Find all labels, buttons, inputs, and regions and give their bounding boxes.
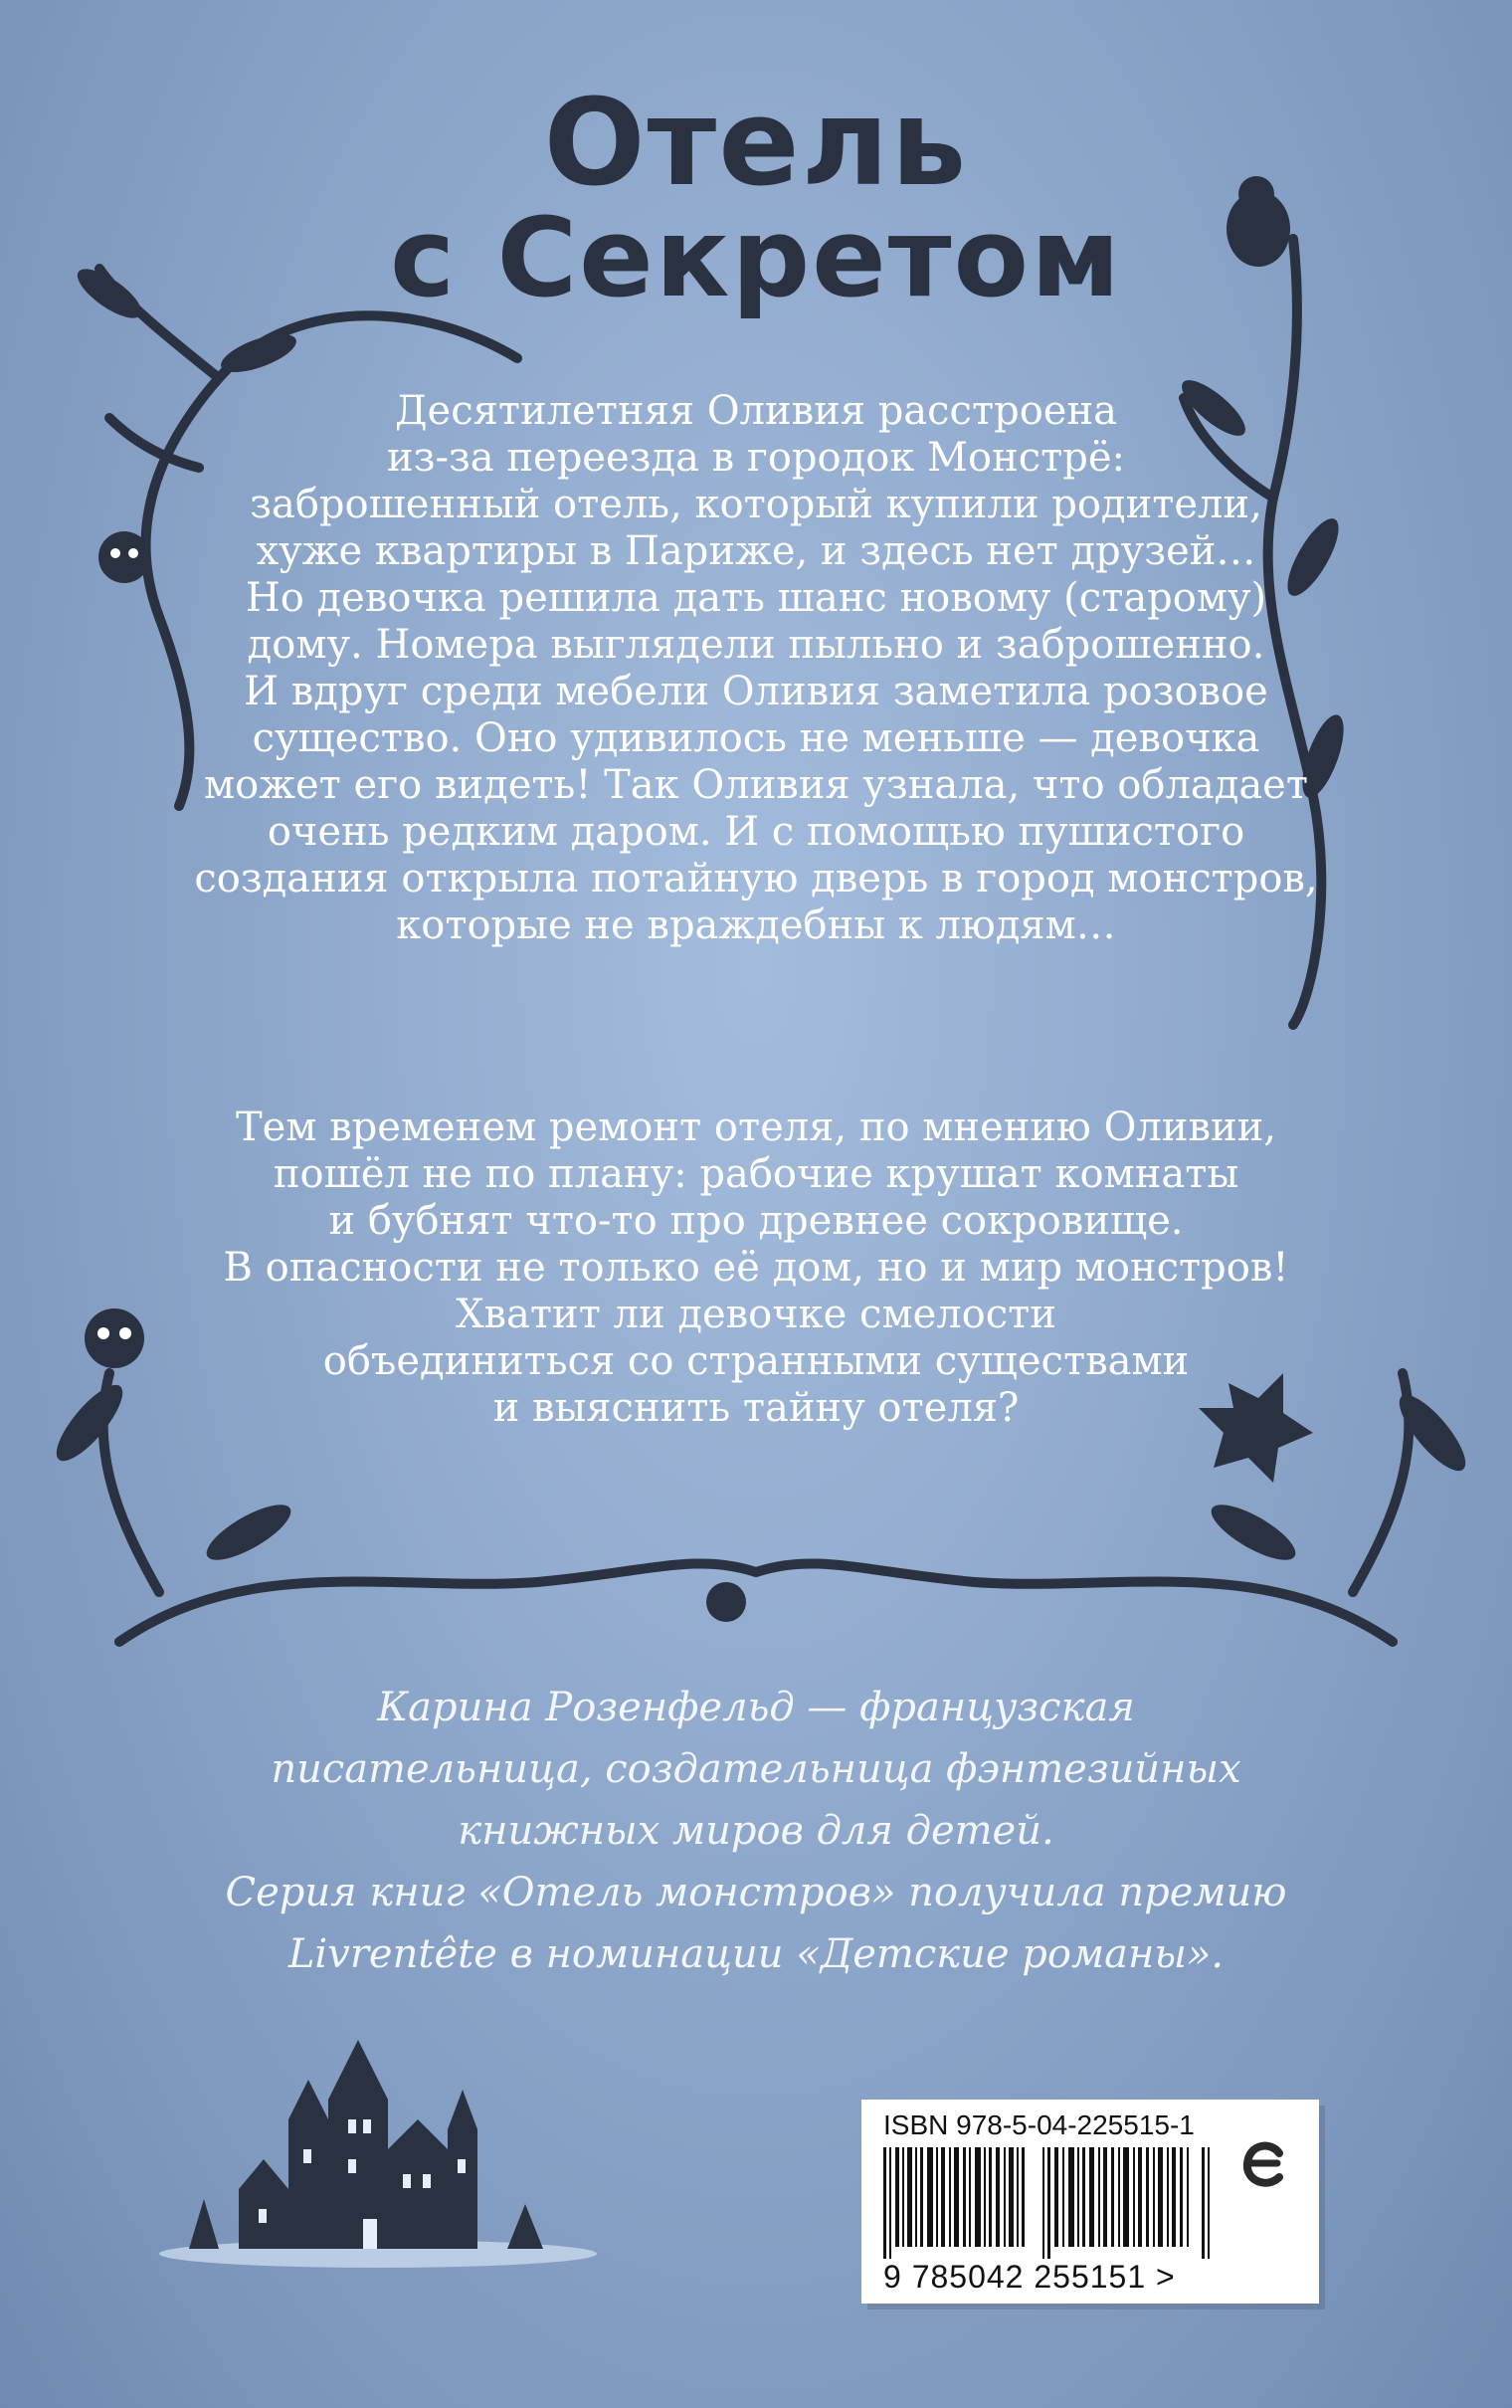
description-paragraph-1 xyxy=(169,388,1343,949)
text-line: существо. Оно удивилось не меньше — девочка xyxy=(252,715,1260,761)
book-title-line2: с Секретом xyxy=(389,194,1123,321)
text-line: очень редким даром. И с помощью пушистого xyxy=(267,809,1245,855)
text-line: пошёл не по плану: рабочие крушат комнаты xyxy=(273,1151,1239,1197)
text-line: Серия книг «Отель монстров» получила премию xyxy=(225,1870,1287,1915)
publisher-logo-icon xyxy=(1231,2129,1301,2199)
castle-icon xyxy=(149,2010,607,2269)
text-line: Тем временем ремонт отеля, по мнению Оливии, xyxy=(235,1104,1277,1150)
text-line: хуже квартиры в Париже, и здесь нет друзей… xyxy=(256,528,1256,574)
text-line: создания открыла потайную дверь в город монстров, xyxy=(194,856,1318,902)
text-line: Livrentête в номинации «Детские романы». xyxy=(287,1931,1225,1977)
text-line: В опасности не только её дом, но и мир монстров! xyxy=(223,1245,1289,1291)
text-line: Карина Розенфельд — французская xyxy=(377,1685,1135,1730)
text-line: Десятилетняя Оливия расстроена xyxy=(395,388,1117,434)
description-paragraph-2 xyxy=(169,1104,1343,1432)
text-line: заброшенный отель, который купили родители, xyxy=(250,482,1262,527)
isbn-label: ISBN 978-5-04-225515-1 xyxy=(883,2109,1195,2140)
book-title-line1: Отель xyxy=(543,75,969,213)
text-line: писательница, создательница фэнтезийных xyxy=(271,1746,1241,1792)
text-line: Хватит ли девочке смелости xyxy=(456,1292,1056,1337)
text-line: дому. Номера выглядели пыльно и заброшенно. xyxy=(247,622,1265,668)
text-line: которые не враждебны к людям… xyxy=(396,903,1116,948)
text-line: и выяснить тайну отеля? xyxy=(492,1385,1020,1431)
text-line: может его видеть! Так Оливия узнала, что обладает xyxy=(204,762,1308,808)
isbn-digits: 9 785042 255151 > xyxy=(883,2259,1176,2295)
barcode-icon xyxy=(883,2147,1212,2259)
text-line: книжных миров для детей. xyxy=(458,1808,1054,1854)
text-line: и бубнят что-то про древнее сокровище. xyxy=(328,1198,1184,1244)
author-note xyxy=(149,1677,1363,1985)
text-line: объединиться со странными существами xyxy=(322,1338,1190,1384)
text-line: Но девочка решила дать шанс новому (старому) xyxy=(245,575,1267,621)
text-line: из-за переезда в городок Монстрё: xyxy=(386,435,1126,481)
text-line: И вдруг среди мебели Оливия заметила розовое xyxy=(244,669,1268,714)
